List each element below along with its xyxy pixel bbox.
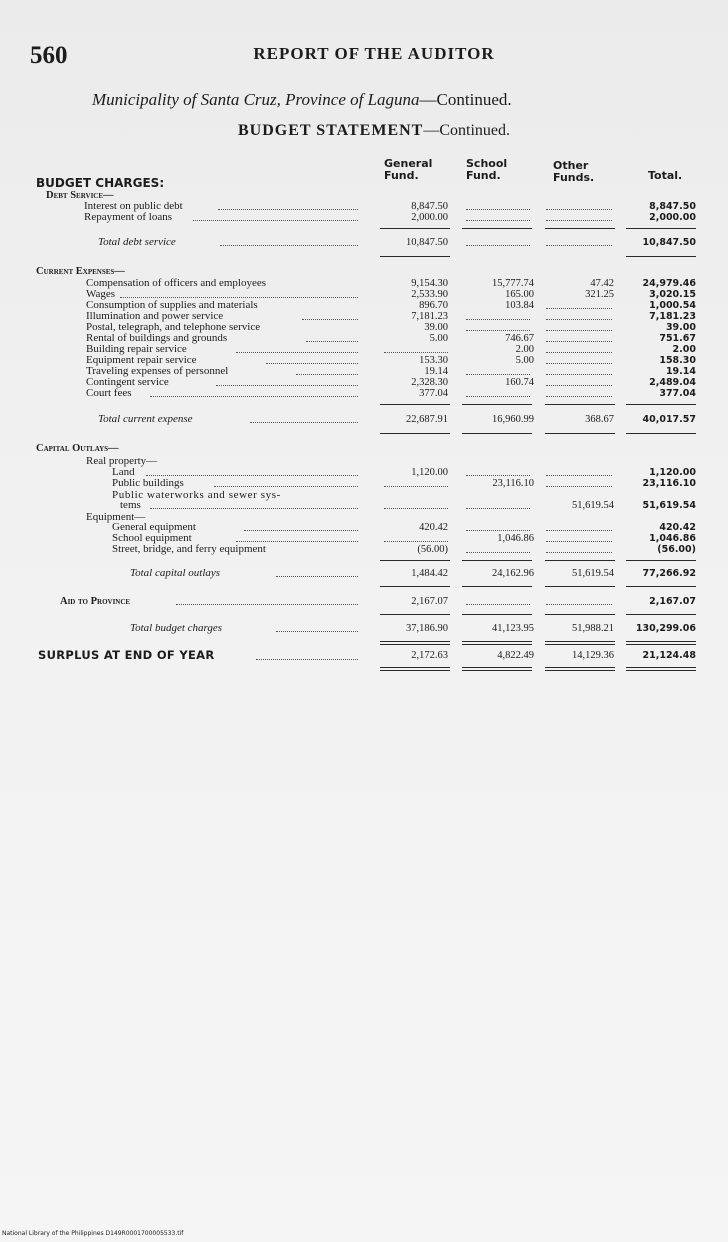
dot-leader: [256, 659, 358, 660]
rule: [462, 433, 532, 434]
rule: [626, 614, 696, 615]
dot-leader: [546, 475, 612, 476]
surplus-row: [0, 650, 728, 663]
running-head: REPORT OF THE AUDITOR: [253, 44, 495, 63]
cell-total: 420.42: [659, 522, 696, 533]
table-row: [0, 355, 728, 366]
rule: [626, 641, 696, 642]
dot-leader: [250, 422, 358, 423]
cell-general: 2,533.90: [411, 289, 448, 300]
row-label: General equipment: [112, 522, 196, 533]
dot-leader: [466, 530, 530, 531]
dot-leader: [546, 209, 612, 210]
col-school-fund: School Fund.: [466, 157, 508, 182]
table-row: [0, 522, 728, 533]
dot-leader: [218, 209, 358, 210]
cell-general: 22,687.91: [406, 414, 448, 425]
table-row: [0, 366, 728, 377]
dot-leader: [546, 330, 612, 331]
row-label: Land: [112, 467, 135, 478]
rule: [380, 641, 450, 642]
rule: [380, 670, 450, 671]
rule: [626, 586, 696, 587]
row-label: Court fees: [86, 388, 132, 399]
row-label: Rental of buildings and grounds: [86, 333, 228, 344]
cell-total: 2,489.04: [649, 377, 696, 388]
table-row: [0, 533, 728, 544]
current-expenses-heading: Current Expenses—: [36, 266, 125, 277]
cell-general: 2,328.30: [411, 377, 448, 388]
row-label: Repayment of loans: [84, 212, 172, 223]
rule: [545, 614, 615, 615]
row-label: Compensation of officers and employees: [86, 278, 267, 289]
rule: [462, 641, 532, 642]
cell-other: 321.25: [585, 289, 614, 300]
dot-leader: [150, 508, 358, 509]
cell-general: 9,154.30: [411, 278, 448, 289]
rule: [545, 433, 615, 434]
dot-leader: [150, 396, 358, 397]
dot-leader: [216, 385, 358, 386]
dot-leader: [466, 396, 530, 397]
dot-leader: [384, 508, 448, 509]
cell-total: 21,124.48: [642, 650, 696, 661]
cell-school: 41,123.95: [492, 623, 534, 634]
rule: [380, 256, 450, 257]
cell-other: 51,619.54: [572, 500, 614, 511]
cell-school: 2.00: [515, 344, 534, 355]
dot-leader: [276, 576, 358, 577]
cell-total: 24,979.46: [642, 278, 696, 289]
cell-other: 47.42: [590, 278, 614, 289]
cell-school: 4,822.49: [497, 650, 534, 661]
row-label: Aid to Province: [60, 596, 131, 607]
dot-leader: [546, 374, 612, 375]
rule: [626, 433, 696, 434]
row-label: Equipment repair service: [86, 355, 197, 366]
row-label: Public buildings: [112, 478, 184, 489]
table-row: [0, 212, 728, 223]
rule: [545, 404, 615, 405]
row-label: Building repair service: [86, 344, 187, 355]
cell-general: 39.00: [424, 322, 448, 333]
cell-general: 8,847.50: [411, 201, 448, 212]
cell-school: 15,777.74: [492, 278, 534, 289]
cell-total: 39.00: [665, 322, 696, 333]
cell-other: 51,619.54: [572, 568, 614, 579]
rule: [626, 644, 696, 645]
dot-leader: [384, 541, 448, 542]
cell-total: 7,181.23: [649, 311, 696, 322]
dot-leader: [546, 385, 612, 386]
cell-school: 1,046.86: [497, 533, 534, 544]
dot-leader: [236, 541, 358, 542]
cell-general: 420.42: [419, 522, 448, 533]
dot-leader: [244, 530, 358, 531]
dot-leader: [546, 308, 612, 309]
cell-school: 16,960.99: [492, 414, 534, 425]
dot-leader: [384, 352, 448, 353]
dot-leader: [546, 220, 612, 221]
cell-total: 19.14: [665, 366, 696, 377]
dot-leader: [146, 475, 358, 476]
waterworks-label-line1: Public waterworks and sewer sys-: [112, 489, 281, 501]
cell-other: 368.67: [585, 414, 614, 425]
table-row: [0, 300, 728, 311]
row-label: Total debt service: [98, 237, 176, 248]
rule: [545, 560, 615, 561]
dot-leader: [546, 245, 612, 246]
col-general-fund: General Fund.: [384, 157, 433, 182]
rule: [545, 586, 615, 587]
dot-leader: [466, 220, 530, 221]
cell-total: 1,000.54: [649, 300, 696, 311]
total-row: [0, 623, 728, 634]
page-number: 560: [30, 42, 68, 69]
table-row: [0, 478, 728, 489]
row-label: SURPLUS AT END OF YEAR: [38, 650, 215, 661]
rule: [380, 228, 450, 229]
dot-leader: [120, 297, 358, 298]
dot-leader: [546, 396, 612, 397]
rule: [462, 404, 532, 405]
rule: [626, 256, 696, 257]
dot-leader: [546, 604, 612, 605]
cell-general: 10,847.50: [406, 237, 448, 248]
rule: [545, 644, 615, 645]
cell-school: 160.74: [505, 377, 534, 388]
rule: [462, 228, 532, 229]
rule: [462, 560, 532, 561]
dot-leader: [466, 475, 530, 476]
rule: [380, 644, 450, 645]
dot-leader: [546, 363, 612, 364]
subtitle-continued: —Continued.: [419, 90, 512, 109]
cell-total: 10,847.50: [642, 237, 696, 248]
cell-general: 896.70: [419, 300, 448, 311]
col-total: Total.: [648, 169, 683, 182]
dot-leader: [466, 330, 530, 331]
cell-general: 2,167.07: [411, 596, 448, 607]
cell-total: 158.30: [659, 355, 696, 366]
dot-leader: [546, 541, 612, 542]
dot-leader: [466, 508, 530, 509]
row-label: Consumption of supplies and materials: [86, 300, 258, 311]
subtitle-text: Municipality of Santa Cruz, Province of Laguna: [92, 90, 420, 109]
cell-general: 5.00: [429, 333, 448, 344]
rule: [545, 667, 615, 668]
cell-general: 2,172.63: [411, 650, 448, 661]
total-row: [0, 414, 728, 425]
rule: [626, 228, 696, 229]
col-other-funds: Other Funds.: [553, 159, 595, 184]
rule: [462, 614, 532, 615]
cell-general: 1,484.42: [411, 568, 448, 579]
dot-leader: [546, 552, 612, 553]
cell-school: 165.00: [505, 289, 534, 300]
section-title: [0, 122, 728, 140]
cell-total: 2.00: [672, 344, 696, 355]
budget-charges-heading: BUDGET CHARGES:: [36, 176, 165, 190]
row-label: School equipment: [112, 533, 192, 544]
cell-school: 746.67: [505, 333, 534, 344]
cell-total: 77,266.92: [642, 568, 696, 579]
cell-general: 2,000.00: [411, 212, 448, 223]
row-label: Postal, telegraph, and telephone service: [86, 322, 261, 333]
cell-other: 14,129.36: [572, 650, 614, 661]
cell-total: 2,000.00: [649, 212, 696, 223]
cell-general: 37,186.90: [406, 623, 448, 634]
row-label: Interest on public debt: [84, 201, 183, 212]
row-label: Contingent service: [86, 377, 169, 388]
dot-leader: [266, 363, 358, 364]
cell-general: 19.14: [424, 366, 448, 377]
dot-leader: [546, 319, 612, 320]
dot-leader: [176, 604, 358, 605]
table-row: [0, 289, 728, 300]
table-row: [0, 596, 728, 607]
table-row: [0, 201, 728, 212]
rule: [462, 667, 532, 668]
dot-leader: [296, 374, 358, 375]
rule: [462, 586, 532, 587]
dot-leader: [302, 319, 358, 320]
table-row: [0, 544, 728, 555]
cell-school: 103.84: [505, 300, 534, 311]
dot-leader: [546, 530, 612, 531]
cell-total: 51,619.54: [642, 500, 696, 511]
rule: [545, 228, 615, 229]
row-label: Illumination and power service: [86, 311, 224, 322]
dot-leader: [193, 220, 358, 221]
cell-total: 8,847.50: [649, 201, 696, 212]
table-row: [0, 278, 728, 289]
rule: [380, 404, 450, 405]
rule: [380, 433, 450, 434]
dot-leader: [466, 209, 530, 210]
rule: [380, 667, 450, 668]
dot-leader: [546, 341, 612, 342]
cell-total: 1,120.00: [649, 467, 696, 478]
table-row: [0, 333, 728, 344]
cell-total: (56.00): [657, 544, 696, 555]
table-row: [0, 388, 728, 399]
cell-general: 7,181.23: [411, 311, 448, 322]
dot-leader: [236, 352, 358, 353]
rule: [380, 586, 450, 587]
row-label: Total budget charges: [130, 623, 223, 634]
cell-general: 377.04: [419, 388, 448, 399]
cell-total: 3,020.15: [649, 289, 696, 300]
dot-leader: [214, 486, 358, 487]
rule: [462, 644, 532, 645]
row-label: Wages: [86, 289, 116, 300]
row-label: Total capital outlays: [130, 568, 221, 579]
row-label: tems: [120, 500, 141, 511]
rule: [626, 404, 696, 405]
dot-leader: [546, 352, 612, 353]
debt-service-heading: Debt Service—: [46, 190, 114, 201]
rule: [380, 560, 450, 561]
rule: [626, 670, 696, 671]
section-title-continued: —Continued.: [423, 122, 511, 139]
table-row: [0, 377, 728, 388]
dot-leader: [466, 245, 530, 246]
cell-general: 1,120.00: [411, 467, 448, 478]
cell-total: 40,017.57: [642, 414, 696, 425]
cell-general: 153.30: [419, 355, 448, 366]
dot-leader: [546, 486, 612, 487]
table-row: [0, 500, 728, 511]
dot-leader: [220, 245, 358, 246]
equipment-heading: Equipment—: [86, 511, 146, 523]
cell-total: 751.67: [659, 333, 696, 344]
rule: [626, 667, 696, 668]
cell-school: 23,116.10: [492, 478, 534, 489]
row-label: Total current expense: [98, 414, 193, 425]
cell-total: 377.04: [659, 388, 696, 399]
total-row: [0, 237, 728, 248]
cell-other: 51,988.21: [572, 623, 614, 634]
table-row: [0, 311, 728, 322]
dot-leader: [466, 552, 530, 553]
dot-leader: [384, 486, 448, 487]
dot-leader: [306, 341, 358, 342]
cell-school: 5.00: [515, 355, 534, 366]
section-title-text: BUDGET STATEMENT: [237, 122, 424, 139]
capital-outlays-heading: Capital Outlays—: [36, 443, 119, 454]
rule: [545, 670, 615, 671]
real-property-heading: Real property—: [86, 455, 158, 467]
rule: [626, 560, 696, 561]
cell-total: 130,299.06: [635, 623, 696, 634]
cell-school: 24,162.96: [492, 568, 534, 579]
scan-footer: National Library of the Philippines D149R0001700005533.tif: [2, 1230, 184, 1237]
subtitle: [92, 90, 512, 110]
dot-leader: [466, 604, 530, 605]
cell-total: 2,167.07: [649, 596, 696, 607]
row-label: Traveling expenses of personnel: [86, 366, 229, 377]
rule: [462, 670, 532, 671]
dot-leader: [466, 374, 530, 375]
rule: [380, 614, 450, 615]
table-row: [0, 344, 728, 355]
cell-general: (56.00): [417, 544, 448, 555]
row-label: Street, bridge, and ferry equipment: [112, 544, 266, 555]
rule: [545, 641, 615, 642]
dot-leader: [466, 319, 530, 320]
cell-total: 1,046.86: [649, 533, 696, 544]
table-row: [0, 322, 728, 333]
table-row: [0, 467, 728, 478]
dot-leader: [276, 631, 358, 632]
total-row: [0, 568, 728, 579]
cell-total: 23,116.10: [642, 478, 696, 489]
